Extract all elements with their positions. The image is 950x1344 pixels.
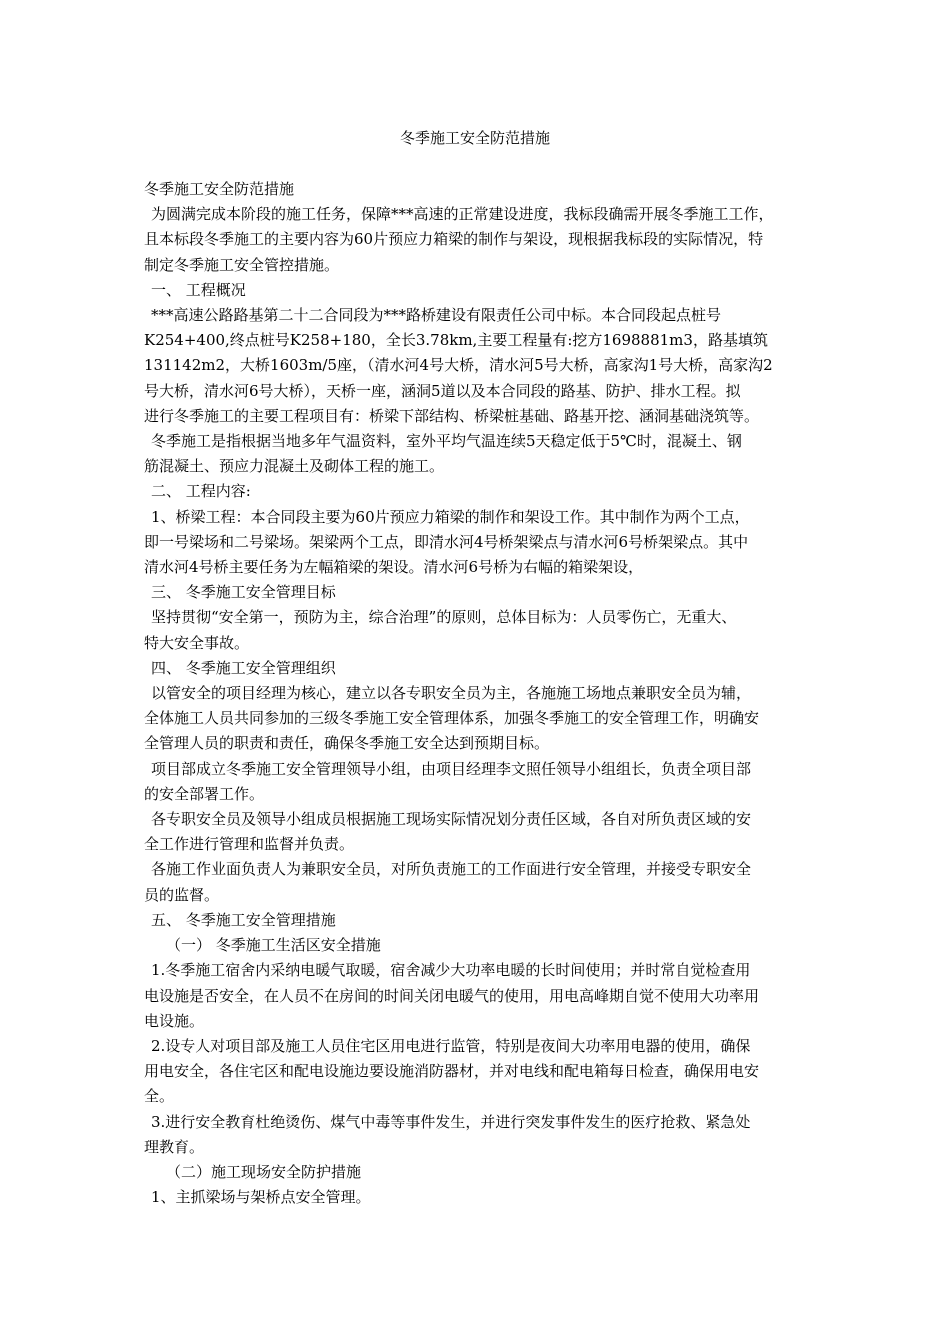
text-line: 全体施工人员共同参加的三级冬季施工安全管理体系，加强冬季施工的安全管理工作，明确安 bbox=[144, 709, 760, 728]
text-line: 四、 冬季施工安全管理组织 bbox=[151, 658, 336, 677]
text-line: 冬季施工是指根据当地多年气温资料，室外平均气温连续5天稳定低于5℃时，混凝土、钢 bbox=[151, 432, 742, 451]
text-line: K254+400,终点桩号K258+180，全长3.78km,主要工程量有:挖方1698881m3，路基填筑 bbox=[144, 331, 768, 350]
text-line: 且本标段冬季施工的主要内容为60片预应力箱梁的制作与架设，现根据我标段的实际情况，特 bbox=[144, 230, 764, 249]
text-line: 制定冬季施工安全管控措施。 bbox=[144, 255, 340, 274]
text-line: 1、桥梁工程：本合同段主要为60片预应力箱梁的制作和架设工作。其中制作为两个工点， bbox=[151, 507, 750, 526]
text-line: 三、 冬季施工安全管理目标 bbox=[151, 583, 336, 602]
text-line: 为圆满完成本阶段的施工任务，保障***高速的正常建设进度，我标段确需开展冬季施工工作， bbox=[151, 205, 774, 224]
text-line: 理教育。 bbox=[144, 1137, 205, 1156]
text-line: 全管理人员的职责和责任，确保冬季施工安全达到预期目标。 bbox=[144, 734, 550, 753]
text-line: （二）施工现场安全防护措施 bbox=[166, 1162, 362, 1181]
text-line: 全。 bbox=[144, 1087, 175, 1106]
text-line: ***高速公路路基第二十二合同段为***路桥建设有限责任公司中标。本合同段起点桩号 bbox=[151, 306, 722, 325]
text-line: 二、 工程内容: bbox=[151, 482, 251, 501]
text-line: 冬季施工安全防范措施 bbox=[144, 180, 295, 198]
text-line: 筋混凝土、预应力混凝土及砌体工程的施工。 bbox=[144, 457, 445, 476]
document-body bbox=[144, 177, 812, 1210]
text-line: 3.进行安全教育杜绝烫伤、煤气中毒等事件发生，并进行突发事件发生的医疗抢救、紧急处 bbox=[151, 1112, 751, 1131]
text-line: 即一号梁场和二号梁场。架梁两个工点，即清水河4号桥架梁点与清水河6号桥架梁点。其中 bbox=[144, 532, 749, 551]
text-line: 电设施是否安全，在人员不在房间的时间关闭电暖气的使用，用电高峰期自觉不使用大功率用 bbox=[144, 986, 760, 1005]
text-line: 1.冬季施工宿舍内采纳电暖气取暖，宿舍减少大功率电暖的长时间使用；并时常自觉检查用 bbox=[151, 961, 751, 980]
text-line: 的安全部署工作。 bbox=[144, 784, 265, 803]
text-line: 以管安全的项目经理为核心，建立以各专职安全员为主，各施施工场地点兼职安全员为辅， bbox=[151, 684, 752, 703]
text-line: 一、 工程概况 bbox=[151, 280, 246, 299]
text-line: 电设施。 bbox=[144, 1011, 205, 1030]
text-line: （一） 冬季施工生活区安全措施 bbox=[166, 936, 381, 955]
text-line: 各施工作业面负责人为兼职安全员，对所负责施工的工作面进行安全管理，并接受专职安全 bbox=[151, 860, 752, 879]
text-line: 各专职安全员及领导小组成员根据施工现场实际情况划分责任区域，各自对所负责区域的安 bbox=[151, 810, 752, 829]
text-line: 特大安全事故。 bbox=[144, 633, 250, 652]
document-title: 冬季施工安全防范措施 bbox=[399, 129, 550, 147]
text-line: 全工作进行管理和监督并负责。 bbox=[144, 835, 355, 854]
text-line: 131142m2，大桥1603m/5座，（清水河4号大桥，清水河5号大桥，高家沟1号大桥，高家沟2 bbox=[144, 356, 773, 375]
text-line: 清水河4号桥主要任务为左幅箱梁的架设。清水河6号桥为右幅的箱梁架设， bbox=[144, 558, 644, 577]
text-line: 项目部成立冬季施工安全管理领导小组，由项目经理李文照任领导小组组长，负责全项目部 bbox=[151, 759, 752, 778]
text-line: 员的监督。 bbox=[144, 885, 220, 904]
text-line: 进行冬季施工的主要工程项目有：桥梁下部结构、桥梁桩基础、路基开挖、涵洞基础浇筑等。 bbox=[144, 406, 760, 425]
text-line: 号大桥，清水河6号大桥），天桥一座，涵洞5道以及本合同段的路基、防护、排水工程。拟 bbox=[144, 381, 741, 400]
text-line: 用电安全，各住宅区和配电设施边要设施消防器材，并对电线和配电箱每日检查，确保用电安 bbox=[144, 1062, 760, 1081]
text-line: 1、主抓梁场与架桥点安全管理。 bbox=[151, 1188, 371, 1207]
text-line: 五、 冬季施工安全管理措施 bbox=[151, 910, 336, 929]
text-line: 2.设专人对项目部及施工人员住宅区用电进行监管，特别是夜间大功率用电器的使用，确保 bbox=[151, 1036, 751, 1055]
text-line: 坚持贯彻“安全第一，预防为主，综合治理”的原则，总体目标为：人员零伤亡，无重大、 bbox=[151, 608, 737, 627]
